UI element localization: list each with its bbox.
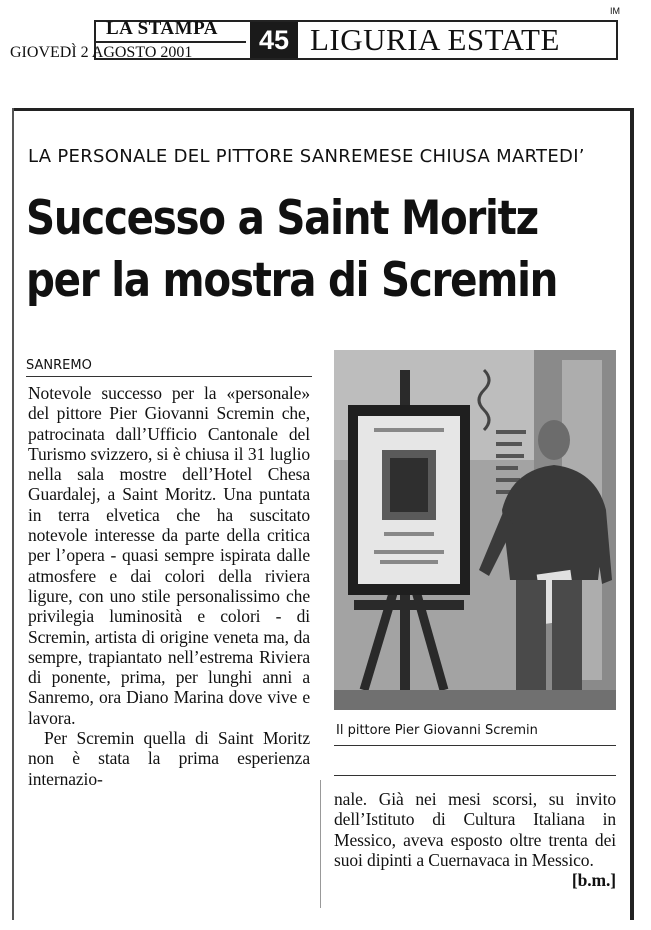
article-paragraph-2: Per Scremin quella di Saint Moritz non è stata la prima esperienza internazio- xyxy=(28,728,310,789)
caption-rule xyxy=(334,745,616,746)
article-frame-left xyxy=(12,108,14,920)
article-photo xyxy=(334,350,616,710)
painter-photo-illustration xyxy=(334,350,616,710)
masthead-rule xyxy=(96,41,246,43)
newspaper-name: LA STAMPA xyxy=(106,18,218,39)
section-name: LIGURIA ESTATE xyxy=(310,22,560,57)
dateline: SANREMO xyxy=(26,358,92,373)
headline-line-1: Successo a Saint Moritz xyxy=(26,191,538,246)
author-signature: [b.m.] xyxy=(571,870,616,891)
article-continuation-column xyxy=(334,789,616,890)
dateline-rule xyxy=(26,376,312,377)
corner-mark: IM xyxy=(610,6,620,16)
article-frame-right xyxy=(630,108,634,920)
article-paragraph-1: Notevole successo per la «personale» del pittore Pier Giovanni Scremin che, patrocinata dall’Ufficio Cantonale del Turismo svizzero, si è chiusa il 31 luglio nella sala mostre dell’Hotel Chesa Guardalej, a Saint Moritz. Una puntata in terra elvetica che ha suscitato notevole interesse da parte della critica per l’opera - quasi sempre ispirata dalle atmosfere e dai colori della riviera ligure, con uno stile personalissimo che privilegia luminosità e colori - di Scremin, artista di origine veneta ma, da sempre, trapiantato nell’estrema Riviera di ponente, prima, per lunghi anni a Sanremo, ora Diano Marina dove vive e lavora. xyxy=(28,383,310,728)
issue-date: GIOVEDÌ 2 AGOSTO 2001 xyxy=(10,44,193,61)
article-continuation xyxy=(334,789,616,891)
article-body-column xyxy=(28,383,310,789)
article-headline xyxy=(26,188,558,312)
article-kicker: LA PERSONALE DEL PITTORE SANREMESE CHIUSA MARTEDI’ xyxy=(28,146,585,167)
article-frame-top xyxy=(12,108,632,111)
page-number: 45 xyxy=(250,22,298,58)
headline-line-2: per la mostra di Scremin xyxy=(26,253,558,308)
photo-caption: Il pittore Pier Giovanni Scremin xyxy=(336,723,538,738)
column-rule xyxy=(334,775,616,776)
column-divider xyxy=(320,780,321,908)
continuation-text: nale. Già nei mesi scorsi, su invito dell’Istituto di Cultura Italiana in Messico, aveva esposto oltre trenta dei suoi dipinti a Cuernavaca in Messico. xyxy=(334,789,616,870)
